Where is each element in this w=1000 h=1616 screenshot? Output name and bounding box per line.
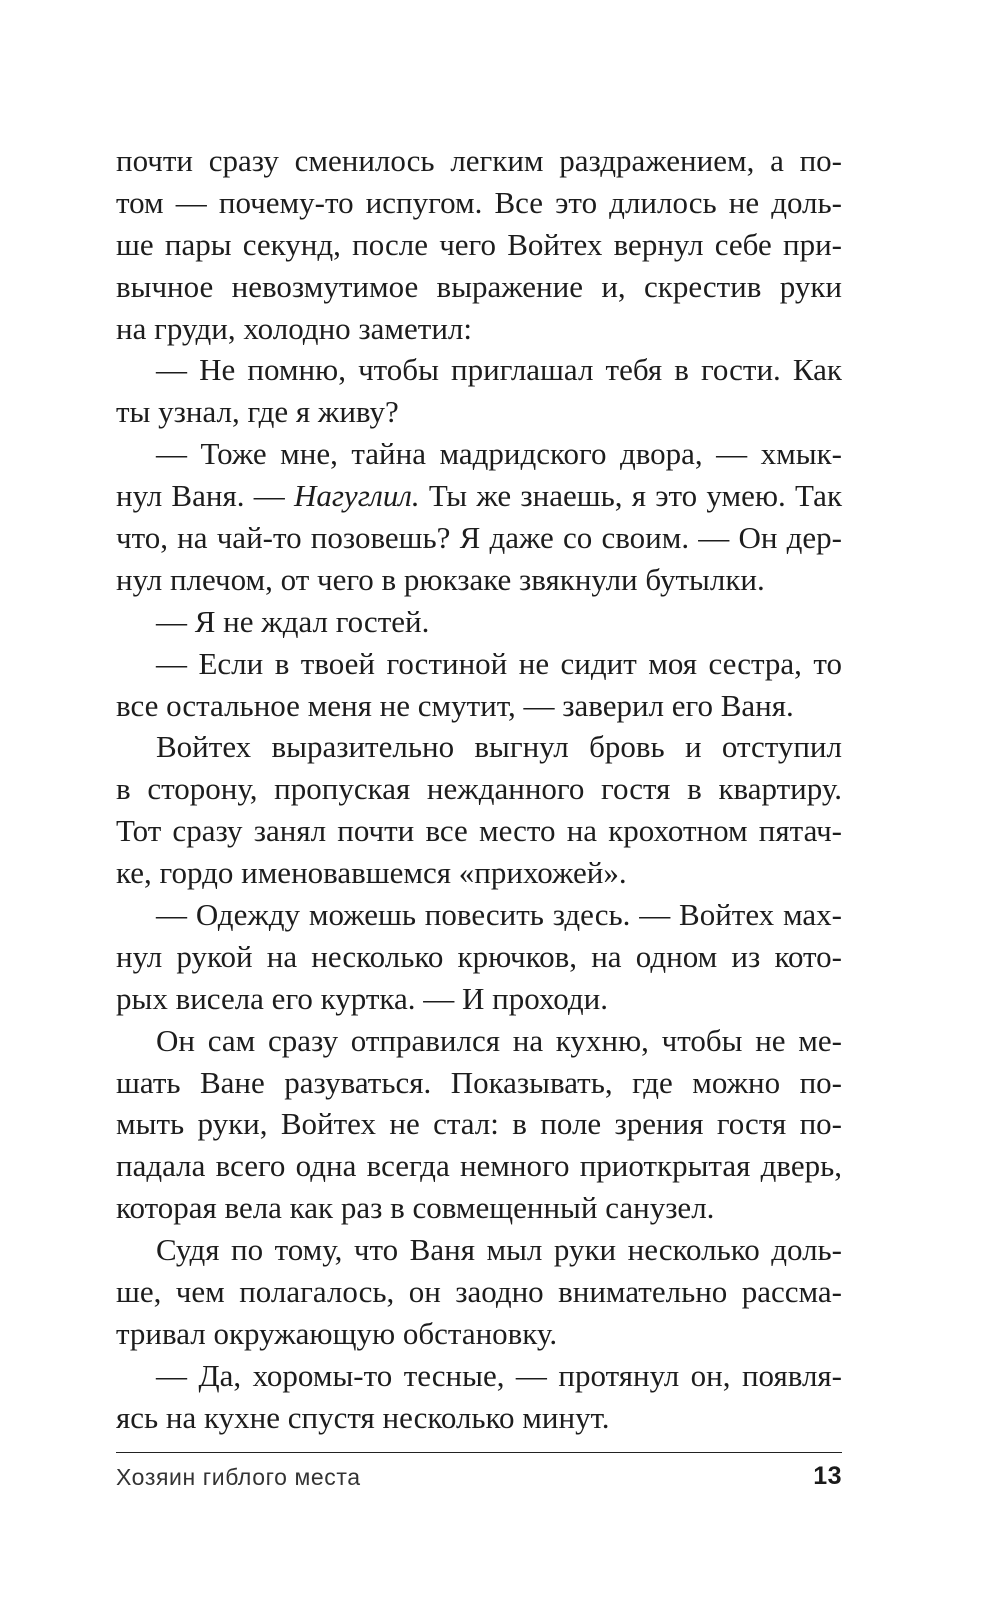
text-line: ясь на кухне спустя несколько минут. (116, 1399, 610, 1435)
text-line: — Тоже мне, тайна мадридского двора, — хмык- (156, 436, 842, 472)
text-line: Судя по тому, что Ваня мыл руки несколько доль- (156, 1232, 842, 1268)
text-line: — Да, хоромы-то тесные, — протянул он, появля- (156, 1357, 842, 1393)
text-line: — Одежду можешь повесить здесь. — Войтех мах- (156, 897, 842, 933)
text-line: шать Ване разуваться. Показывать, где можно по- (116, 1064, 842, 1100)
text-line: Тот сразу занял почти все место на крохотном пятач- (116, 813, 842, 849)
text-line: на груди, холодно заметил: (116, 310, 473, 346)
text-line: Он сам сразу отправился на кухню, чтобы не ме- (156, 1022, 842, 1058)
text-line: все остальное меня не смутит, — заверил его Ваня. (116, 687, 794, 723)
text-line: ше, чем полагалось, он заодно внимательно рассма- (116, 1274, 842, 1310)
footer-divider (116, 1452, 842, 1453)
text-line: — Не помню, чтобы приглашал тебя в гости. Как (156, 352, 842, 388)
text-line: что, на чай-то позовешь? Я даже со своим. — Он дер- (116, 520, 842, 556)
text-line: мыть руки, Войтех не стал: в поле зрения гостя по- (116, 1106, 842, 1142)
text-line: в сторону, пропуская нежданного гостя в квартиру. (116, 771, 842, 807)
text-line: тривал окружающую обстановку. (116, 1315, 558, 1351)
text-line: нул плечом, от чего в рюкзаке звякнули бутылки. (116, 561, 765, 597)
text-line: ке, гордо именовавшемся «прихожей». (116, 855, 627, 891)
text-line: — Я не ждал гостей. (156, 603, 430, 639)
text-line: почти сразу сменилось легким раздражением, а по- (116, 143, 842, 178)
emphasis-text: Нагуглил. (293, 478, 420, 514)
text-line: ты узнал, где я живу? (116, 394, 399, 430)
text-run: Ты же знаешь, я это умею. Так (419, 478, 842, 514)
page-number: 13 (813, 1462, 842, 1490)
text-line: падала всего одна всегда немного приоткрытая дверь, (116, 1148, 842, 1184)
text-line (116, 475, 842, 517)
body-text (116, 140, 842, 1439)
text-line: нул рукой на несколько крючков, на одном из кото- (116, 938, 842, 974)
running-footer-title: Хозяин гиблого места (116, 1464, 361, 1490)
text-line: которая вела как раз в совмещенный санузел. (116, 1190, 715, 1226)
text-line: том — почему-то испугом. Все это длилось не доль- (116, 184, 842, 220)
text-line: Войтех выразительно выгнул бровь и отступил (156, 729, 842, 765)
text-line: — Если в твоей гостиной не сидит моя сестра, то (156, 645, 842, 681)
text-line: вычное невозмутимое выражение и, скрестив руки (116, 268, 842, 304)
text-run: нул Ваня. — (116, 478, 294, 514)
text-line: рых висела его куртка. — И проходи. (116, 980, 608, 1016)
text-line: ше пары секунд, после чего Войтех вернул себе при- (116, 226, 842, 262)
